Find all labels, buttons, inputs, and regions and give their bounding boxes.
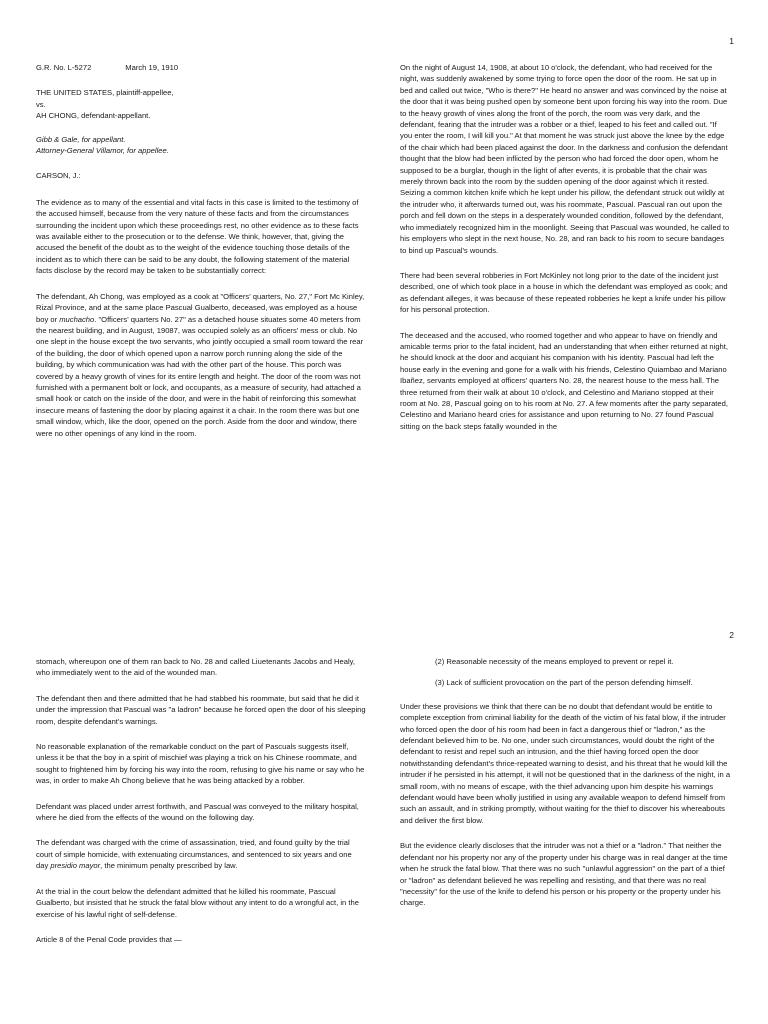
paragraph: The defendant, Ah Chong, was employed as a cook at "Officers' quarters, No. 27," Fort Mc Kinley, Rizal Province, and at the same place Pascual Gualberto, deceased, was employed as a house boy or muchacho. "Officers' quarters No. 27" as a detached house situates some 40 meters from the nearest building, and in August, 19087, was occupied solely as an officers' mess or club. No one slept in the house except the two servants, who jointly occupied a small room toward the rear of the building, the door of which opened upon a narrow porch running along the side of the building, by which communication was had with the other part of the house. This porch was covered by a heavy growth of vines for its entire length and height. The door of the room was not furnished with a permanent bolt or lock, and occupants, as a measure of security, had attached a small hook or catch on the inside of the door, and were in the habit of reinforcing this somewhat insecure means of fastening the door by placing against it a chair. In the room there was but one small window, which, like the door, opened on the porch. Aside from the door and window, there were no other openings of any kind in the room.: [36, 291, 365, 438]
page2-right-column: [400, 656, 732, 923]
paragraph: No reasonable explanation of the remarkable conduct on the part of Pascuals suggests itself, unless it be that the boy in a spirit of mischief was playing a trick on his Chinese roommate, and sought to frightened him by forcing his way into the room, refusing to give his name or say who he was, in order to make Ah Chong believe that he was being attacked by a robber.: [36, 742, 365, 786]
paragraph: The defendant was charged with the crime of assassination, tried, and found guilty by the trial court of simple homicide, with extenuating circumstances, and sentenced to six years and one day presidio mayor, the minimum penalty prescribed by law.: [36, 838, 352, 871]
case-number: G.R. No. L-5272: [36, 63, 92, 72]
paragraph: There had been several robberies in Fort McKinley not long prior to the date of the incident just described, one of which took place in a house in which the defendant was employed as cook; and as defendant alleges, it was because of these repeated robberies he kept a knife under his pillow for his personal protection.: [400, 270, 728, 315]
versus: vs.: [36, 99, 46, 109]
paragraph: The evidence as to many of the essential and vital facts in this case is limited to the testimony of the accused himself, because from the very nature of these facts and from the circumstances surrounding the incident upon which these proceedings rest, no other evidence as to these facts was available either to the prosecution or to the defense. We think, however, that, giving the accused the benefit of the doubt as to the weight of the evidence touching those details of the incident as to which there can be said to be any doubt, the following statement of the material facts disclose by the record may be taken to be substantially correct:: [36, 197, 359, 276]
paragraph: The defendant then and there admitted that he had stabbed his roommate, but said that he did it under the impression that Pascual was "a ladron" because he forced open the door of his sleeping room, despite defendant's warnings.: [36, 693, 366, 726]
judge-name: CARSON, J.:: [36, 171, 81, 181]
code-item-2: (2) Reasonable necessity of the means employed to prevent or repel it.: [435, 657, 674, 666]
counsel-appellee: Attorney-General Villamor, for appellee.: [36, 146, 169, 156]
page1-left-column: [36, 62, 366, 453]
counsel: [36, 134, 366, 157]
case-parties: [36, 87, 366, 121]
paragraph: Defendant was placed under arrest forthwith, and Pascual was conveyed to the military hospital, where he died from the effects of the wound on the following day.: [36, 801, 359, 823]
paragraph: Article 8 of the Penal Code provides that —: [36, 934, 182, 944]
case-date: March 19, 1910: [125, 63, 179, 72]
code-item-3: (3) Lack of sufficient provocation on the part of the person defending himself.: [435, 678, 693, 688]
paragraph: stomach, whereupon one of them ran back to No. 28 and called Liuetenants Jacobs and Healy, who immediately went to the aid of the wounded man.: [36, 657, 355, 678]
paragraph: The deceased and the accused, who roomed together and who appear to have on friendly and amicable terms prior to the fatal incident, had an understanding that when either returned at night, he should knock at the door and acquiant his companion with his identity. Pascual had left the house early in the evening and gone for a walk with his friends, Celestino Quiambao and Mariano Ibañez, servants employed at officers' quarters No. 28, the nearest house to the mess hall. The three returned from their walk at about 10 o'clock, and Celestino and Mariano stopped at their room at No. 28, Pascual going on to his room at No. 27. A few moments after the party separated, Celestino and Mariano heard cries for assistance and upon returning to No. 27 found Pascual sitting on the back steps fatally wounded in the: [400, 330, 728, 431]
case-header: [36, 62, 366, 73]
paragraph: But the evidence clearly discloses that the intruder was not a thief or a "ladron." That neither the defendant nor his property nor any of the property under his charge was in real danger at the time when he struck the fatal blow. That there was no such "unlawful aggression" on the part of a thief or "ladron" as defendant believed he was repelling and resisting, and that there was no real "necessity" for the use of the knife to defend his person or his property or the property under his charge.: [400, 841, 728, 908]
page-number: 1: [729, 36, 734, 46]
page1-right-column: [400, 62, 730, 446]
document-page-2: [0, 624, 768, 1024]
page2-left-column: [36, 656, 366, 959]
paragraph: Under these provisions we think that there can be no doubt that defendant would be entitle to complete exception from criminal liability for the death of the victim of his fatal blow, if the intruder who forced open the door of his room had been in fact a dangerous thief or "ladron," as the defendant believed him to be. No one, under such circumstances, would doubt the right of the defendant to resist and repel such an intrusion, and the thief having forced open the door notwithstanding defendant's thrice-repeated warning to desist, and his threat that he would kill the intruder if he persisted in his attempt, it will not be questioned that in the darkness of the night, in a small room, with no means of escape, with the thief advancing upon him despite his warnings defendant would have been wholly justified in using any available weapon to defend himself from such an assault, and in striking promptly, without waiting for the thief to discover his whereabouts and deliver the first blow.: [400, 701, 731, 825]
paragraph: On the night of August 14, 1908, at about 10 o'clock, the defendant, who had received for the night, was suddenly awakened by some trying to force open the door of the room. He sat up in bed and called out twice, "Who is there?" He heard no answer and was convinced by the noise at the door that it was being pushed open by someone bent upon forcing his way into the room. Due to the heavy growth of vines along the front of the porch, the room was very dark, and the defendant, fearing that the intruder was a robber or a thief, leaped to his feet and called out. "If you enter the room, I will kill you." At that moment he was struck just above the knee by the edge of the chair which had been placed against the door. In the darkness and confusion the defendant thought that the blow had been inflicted by the person who had forced the door open, whom he supposed to be a burglar, though in the light of after events, it is probable that the chair was merely thrown back into the room by the sudden opening of the door against which it rested. Seizing a common kitchen knife which he kept under his pillow, the defendant struck out wildly at the intruder who, it afterwards turned out, was his roommate, Pascual. Pascual ran out upon the porch and fell down on the steps in a desperately wounded condition, followed by the defendant, who immediately recognized him in the moonlight. Seeing that Pascual was wounded, he called to his employers who slept in the next house, No. 28, and ran back to his room to secure bandages to bind up Pascual's wounds.: [400, 63, 730, 255]
counsel-appellant: Gibb & Gale, for appellant.: [36, 134, 126, 144]
page-number: 2: [729, 630, 734, 640]
defendant: AH CHONG, defendant-appellant.: [36, 111, 151, 121]
paragraph: At the trial in the court below the defendant admitted that he killed his roommate, Pascual Gualberto, but insisted that he struck the fatal blow without any intent to do a wrongful act, in the exercise of his lawful right of self-defense.: [36, 886, 359, 919]
plaintiff: THE UNITED STATES, plaintiff-appellee,: [36, 88, 174, 98]
